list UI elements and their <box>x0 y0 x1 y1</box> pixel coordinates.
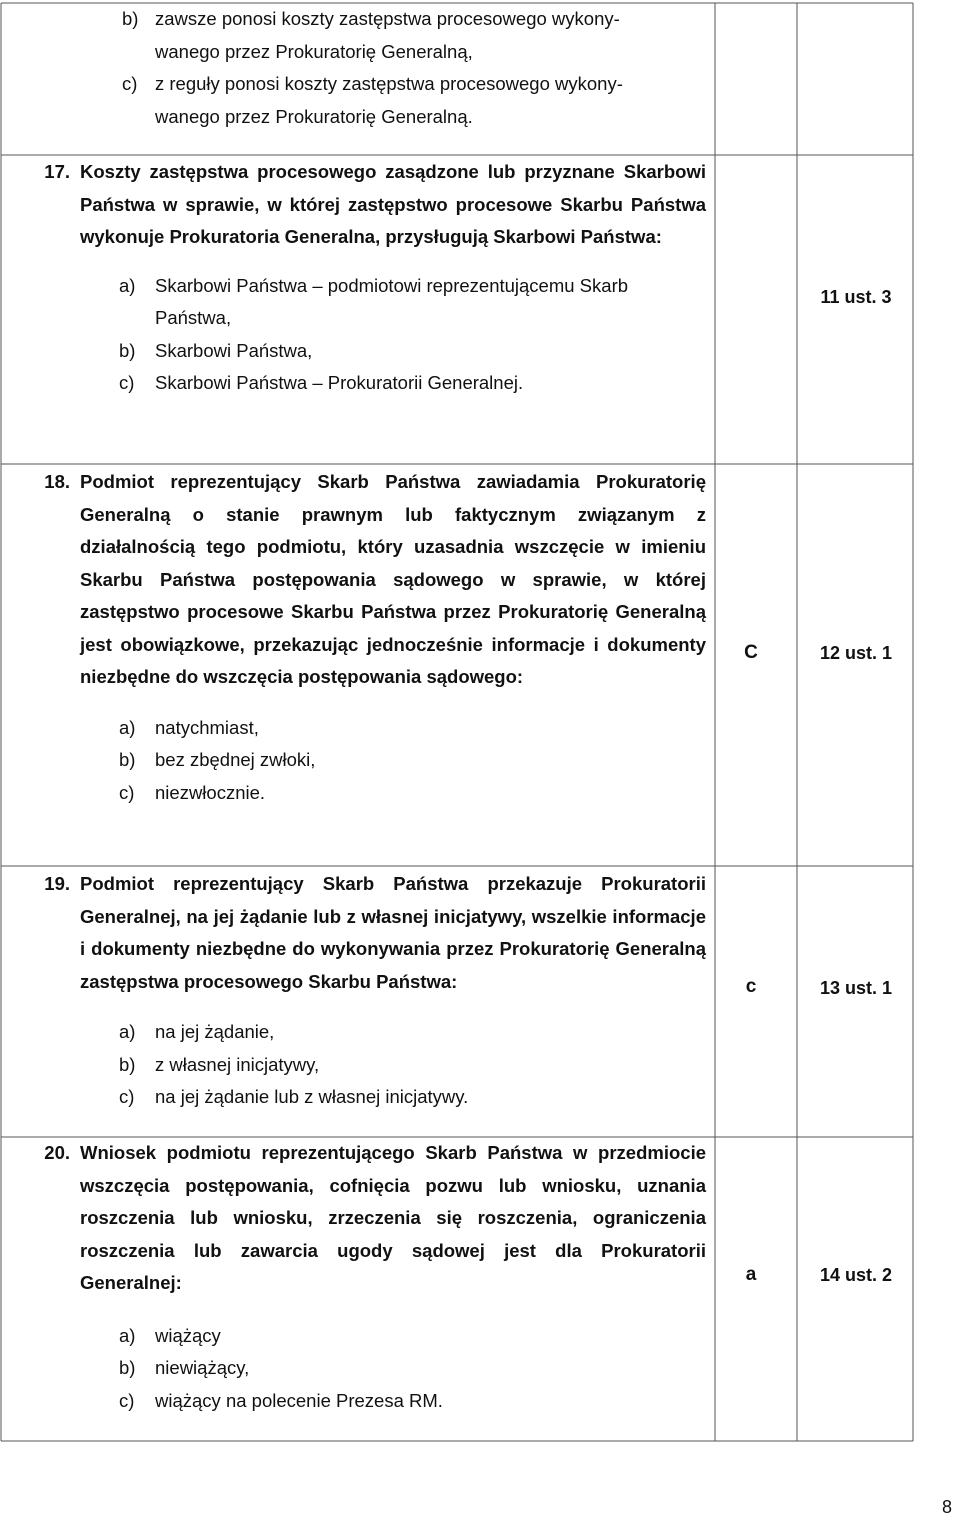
option-a: a) na jej żądanie, <box>119 1021 275 1042</box>
answer-cell: C <box>744 642 758 663</box>
option-c: c) wiążący na polecenie Prezesa RM. <box>119 1389 443 1411</box>
option-c: c) na jej żądanie lub z własnej inicjatywy. <box>119 1086 469 1107</box>
question-20 <box>38 1137 706 1417</box>
question-18 <box>38 466 706 809</box>
answer-options <box>38 1320 706 1418</box>
answer-options <box>38 712 706 810</box>
question-19 <box>38 868 706 1114</box>
answer-options <box>38 270 706 400</box>
option-c: c) niezwłocznie. <box>119 781 266 803</box>
fragment-option-b <box>122 3 790 68</box>
question-stem <box>38 156 706 254</box>
answer-cell: c <box>745 976 757 997</box>
page-number: 8 <box>941 1497 952 1517</box>
question-stem <box>38 466 706 694</box>
option-letter: c) <box>122 73 138 94</box>
fragment-option-c <box>122 68 790 133</box>
option-b: b) bez zbędnej zwłoki, <box>119 749 316 770</box>
option-a: a) natychmiast, <box>119 716 259 738</box>
legal-reference: 11 ust. 3 <box>820 287 892 307</box>
answer-cell: a <box>745 1264 757 1285</box>
option-a: a) wiążący <box>119 1324 221 1346</box>
option-a: a) Skarbowi Państwa – podmiotowi reprezentującemu Skarb Państwa, <box>119 274 629 328</box>
question-number: 18. <box>44 471 70 492</box>
option-text: z reguły ponosi koszty zastępstwa procesowego wykony- wanego przez Prokuratorię Generalną. <box>155 73 623 127</box>
option-b: b) Skarbowi Państwa, <box>119 339 313 361</box>
question-text: Koszty zastępstwa procesowego zasądzone lub przyznane Skarbowi Państwa w sprawie, w której zastępstwo procesowe Skarbu Państwa wykonuje Prokuratoria Generalna, przysługują Skarbowi Państwa: <box>80 161 706 247</box>
legal-reference: 13 ust. 1 <box>819 978 893 998</box>
question-17 <box>38 156 706 400</box>
option-b: b) z własnej inicjatywy, <box>119 1053 320 1075</box>
option-text: zawsze ponosi koszty zastępstwa procesowego wykony- wanego przez Prokuratorię Generalną, <box>155 8 620 62</box>
option-letter: b) <box>122 8 139 29</box>
question-text: Podmiot reprezentujący Skarb Państwa przekazuje Prokuratorii Generalnej, na jej żądanie lub z własnej inicjatywy, wszelkie informacje i dokumenty niezbędne do wykonywania przez Prokuratorię Generalną zastępstwa procesowego Skarbu Państwa: <box>80 873 706 992</box>
question-stem <box>38 868 706 998</box>
legal-reference: 12 ust. 1 <box>819 643 893 663</box>
question-number: 20. <box>44 1142 70 1163</box>
option-c: c) Skarbowi Państwa – Prokuratorii Generalnej. <box>119 372 524 393</box>
question-16-fragment <box>38 3 790 133</box>
option-b: b) niewiążący, <box>119 1357 250 1378</box>
question-number: 19. <box>44 873 70 894</box>
question-text: Podmiot reprezentujący Skarb Państwa zawiadamia Prokuratorię Generalną o stanie prawnym lub faktycznym związanym z działalnością tego podmiotu, który uzasadnia wszczęcie w imieniu Skarbu Państwa postępowania sądowego w sprawie, w której zastępstwo procesowe Skarbu Państwa przez Prokuratorię Generalną jest obowiązkowe, przekazując jednocześnie informacje i dokumenty niezbędne do wszczęcia postępowania sądowego: <box>80 471 706 687</box>
question-text: Wniosek podmiotu reprezentującego Skarb Państwa w przedmiocie wszczęcia postępowania, cofnięcia pozwu lub wniosku, uznania roszczenia lub wniosku, zrzeczenia się roszczenia, ograniczenia roszczenia lub zawarcia ugody sądowej jest dla Prokuratorii Generalnej: <box>80 1142 706 1293</box>
question-number: 17. <box>44 161 70 182</box>
answer-options <box>38 1016 706 1114</box>
legal-reference: 14 ust. 2 <box>819 1265 893 1285</box>
question-stem <box>38 1137 706 1300</box>
